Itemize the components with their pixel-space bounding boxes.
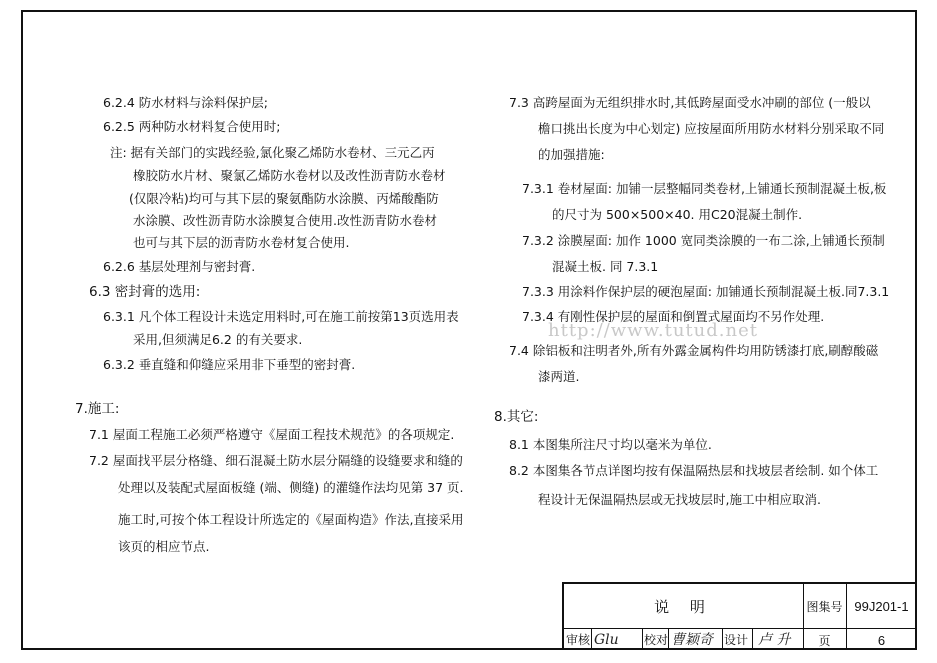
text-line: 6.2.4 防水材料与涂料保护层; [103, 95, 268, 110]
note-line: 也可与其下层的沥青防水卷材复合使用. [133, 235, 350, 250]
text-line: 程设计无保温隔热层或无找坡层时,施工中相应取消. [538, 492, 821, 507]
note-line: 橡胶防水片材、聚氯乙烯防水卷材以及改性沥青防水卷材 [133, 168, 446, 183]
text-line: 混凝土板. 同 7.3.1 [552, 259, 659, 274]
text-line: 7.1 屋面工程施工必须严格遵守《屋面工程技术规范》的各项规定. [89, 427, 455, 442]
text-line: 6.3.1 凡个体工程设计未选定用料时,可在施工前按第13页选用表 [103, 309, 459, 324]
text-line: 施工时,可按个体工程设计所选定的《屋面构造》作法,直接采用 [118, 512, 464, 527]
text-line: 采用,但须满足6.2 的有关要求. [133, 332, 303, 347]
design-label: 设计 [724, 633, 749, 647]
text-line: 该页的相应节点. [118, 539, 210, 554]
text-line: 7.3.4 有刚性保护层的屋面和倒置式屋面均不另作处理. [522, 309, 825, 324]
note-line: (仅限冷粘)均可与其下层的聚氨酯防水涂膜、丙烯酸酯防 [129, 191, 439, 206]
page-label: 页 [818, 633, 831, 648]
text-line: 7.3.1 卷材屋面: 加铺一层整幅同类卷材,上铺通长预制混凝土板,板 [522, 181, 887, 196]
text-line: 7.3.3 用涂料作保护层的硬泡屋面: 加铺通长预制混凝土板.同7.3.1 [522, 284, 890, 299]
text-line: 7.2 屋面找平层分格缝、细石混凝土防水层分隔缝的设缝要求和缝的 [89, 453, 463, 468]
title-block [562, 582, 917, 650]
text-line: 6.2.6 基层处理剂与密封膏. [103, 259, 256, 274]
check-label: 校对 [644, 633, 669, 647]
text-line: 处理以及装配式屋面板缝 (端、侧缝) 的灌缝作法均见第 37 页. [118, 480, 464, 495]
section-heading: 6.3 密封膏的选用: [89, 284, 201, 300]
check-signature: 曹颖奇 [671, 632, 713, 648]
text-line: 漆两道. [538, 369, 580, 384]
note-line: 注: 据有关部门的实践经验,氯化聚乙烯防水卷材、三元乙丙 [110, 145, 435, 160]
text-line: 檐口挑出长度为中心划定) 应按屋面所用防水材料分别采取不同 [538, 121, 885, 136]
review-label: 审核 [566, 633, 591, 647]
text-line: 8.1 本图集所注尺寸均以毫米为单位. [509, 437, 712, 452]
watermark: http://www.tutud.net [548, 320, 758, 341]
atlas-number: 99J201-1 [854, 598, 909, 614]
design-signature: 卢 升 [758, 632, 791, 648]
section-heading: 7.施工: [75, 401, 120, 417]
text-line: 8.2 本图集各节点详图均按有保温隔热层和找坡层者绘制. 如个体工 [509, 463, 879, 478]
text-line: 7.3 高跨屋面为无组织排水时,其低跨屋面受水冲刷的部位 (一般以 [509, 95, 871, 110]
note-line: 水涂膜、改性沥青防水涂膜复合使用.改性沥青防水卷材 [133, 213, 437, 228]
text-line: 的加强措施: [538, 147, 605, 162]
section-heading: 8.其它: [494, 409, 539, 425]
atlas-label: 图集号 [806, 599, 843, 614]
text-line: 的尺寸为 500×500×40. 用C20混凝土制作. [552, 207, 803, 222]
text-line: 6.2.5 两种防水材料复合使用时; [103, 119, 281, 134]
page-number: 6 [877, 632, 886, 648]
text-line: 7.4 除铝板和注明者外,所有外露金属构件均用防锈漆打底,刷醇酸磁 [509, 343, 879, 358]
text-line: 7.3.2 涂膜屋面: 加作 1000 宽同类涂膜的一布二涂,上铺通长预制 [522, 233, 885, 248]
drawing-title: 说 明 [654, 597, 713, 616]
text-line: 6.3.2 垂直缝和仰缝应采用非下垂型的密封膏. [103, 357, 356, 372]
review-signature: Glu [594, 632, 619, 648]
